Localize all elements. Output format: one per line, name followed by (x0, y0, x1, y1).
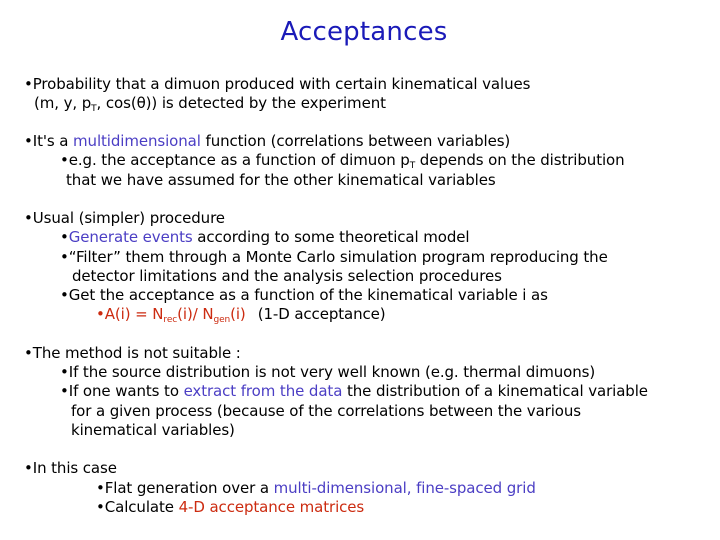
bullet-5-sub-1: •Flat generation over a multi-dimensional, fine-spaced grid (96, 479, 536, 497)
bullet-marker: • (60, 151, 69, 169)
bullet-marker: • (24, 209, 33, 227)
bullet-3: •Usual (simpler) procedure (24, 209, 225, 227)
bullet-5: •In this case (24, 459, 117, 477)
acceptance-formula: •A(i) = $N_{rec}(i)/$ $N_{gen}(i)$ (1-D acceptance) (96, 305, 386, 325)
bullet-4-sub-2-line-3: kinematical variables) (71, 421, 235, 439)
bullet-marker: • (60, 228, 69, 246)
bullet-3-sub-2: •“Filter” them through a Monte Carlo simulation program reproducing the (60, 248, 608, 266)
bullet-4: •The method is not suitable : (24, 344, 241, 362)
bullet-marker: • (24, 132, 33, 150)
bullet-2-sub-1: •e.g. the acceptance as a function of dimuon $p_T$ depends on the distribution (60, 151, 625, 171)
bullet-marker: • (60, 382, 69, 400)
bullet-3-sub-1: •Generate events according to some theoretical model (60, 228, 470, 246)
bullet-4-sub-2: •If one wants to extract from the data the distribution of a kinematical variable (60, 382, 648, 400)
bullet-marker: • (96, 305, 105, 323)
bullet-3-sub-3: •Get the acceptance as a function of the kinematical variable i as (60, 286, 548, 304)
bullet-marker: • (24, 344, 33, 362)
bullet-marker: • (24, 459, 33, 477)
bullet-marker: • (60, 363, 69, 381)
bullet-4-sub-1: •If the source distribution is not very well known (e.g. thermal dimuons) (60, 363, 596, 381)
bullet-2: •It's a multidimensional function (correlations between variables) (24, 132, 511, 150)
bullet-5-sub-2: •Calculate 4-D acceptance matrices (96, 498, 365, 516)
bullet-marker: • (24, 75, 33, 93)
bullet-1-line-2: (m, y, $p_T$, cos(θ)) is detected by the experiment (34, 94, 386, 114)
bullet-marker: • (60, 286, 69, 304)
bullet-marker: • (60, 248, 69, 266)
bullet-2-sub-1-line-2: that we have assumed for the other kinematical variables (66, 171, 496, 189)
bullet-4-sub-2-line-2: for a given process (because of the correlations between the various (71, 402, 581, 420)
bullet-3-sub-2-line-2: detector limitations and the analysis selection procedures (72, 267, 502, 285)
bullet-marker: • (96, 498, 105, 516)
bullet-1: •Probability that a dimuon produced with certain kinematical values (24, 75, 531, 93)
page-title: Acceptances (280, 17, 448, 47)
bullet-marker: • (96, 479, 105, 497)
